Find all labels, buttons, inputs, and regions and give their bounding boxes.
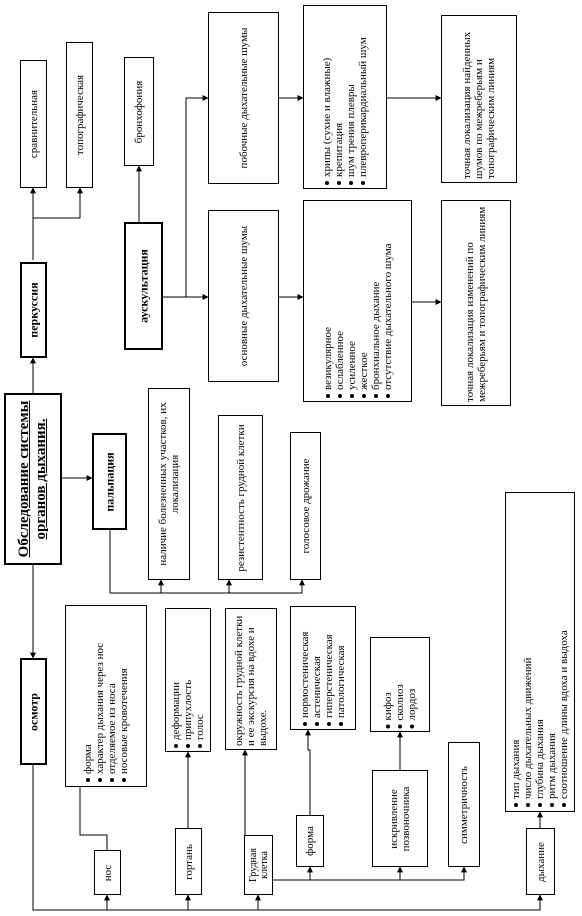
chest-box [244,835,273,895]
curvature-item: сколиоз [394,641,406,728]
breathing-item: глубина дыхания [534,497,546,807]
main-localization-text: точная локализация изменений по межреберьям и топографическим линиям [464,206,488,402]
nose-list-wrap [82,610,130,782]
title-box [4,393,62,565]
palpation-box [92,433,127,530]
breathing-box [526,828,555,895]
main-noise-item: ослабленное [334,204,346,398]
percussion-box [20,262,47,358]
additional-noises-list-box [303,5,387,189]
breathing-list [510,497,570,807]
additional-localization-text: точная локализация найденных шумов по межреберьям и топографическим линиям [461,31,497,179]
larynx-list [170,612,206,748]
chest-label: Грудная клетка [247,848,270,882]
resistance-text: резистентность грудной клетки [234,423,247,572]
circumference-text: окружность грудной клетки и ее экскурсия на вдохе и выдохе. [233,615,269,746]
larynx-item: голос [194,612,206,748]
palpation-label: пальпация [102,451,116,512]
nose-item: характер дыхания через нос [94,610,106,782]
larynx-item: деформации [170,612,182,748]
diagram-title: Обследование системы органов дыхания. [16,400,49,558]
percussion-label: перкуссия [26,282,40,338]
nose-list [82,610,130,782]
curvature-item: лордоз [406,641,418,728]
additional-noise-item: шум трения плевры [345,9,357,185]
breathing-list-wrap [510,497,570,807]
larynx-label: гортань [182,843,195,880]
shape-label: форма [304,826,316,856]
auscultation-label: аускультация [136,249,150,323]
nose-item: форма [82,610,94,782]
fremitus-text: голосовое дрожание [299,458,312,554]
breathing-item: ритм дыхания [546,497,558,807]
curvature-list [382,641,418,728]
main-noises-list-box [303,200,412,402]
curvature-item: кифоз [382,641,394,728]
shape-type-item: астеническая [311,610,323,726]
breathing-list-box [505,492,575,812]
symmetry-label: симметричность [458,765,470,844]
inspection-label: осмотр [26,692,40,731]
nose-label: нос [101,864,114,881]
breathing-item: соотношение длины вдоха и выдоха [558,497,570,807]
larynx-list-box [165,608,211,752]
pain-box [148,388,190,580]
curvature-list-box [370,637,430,732]
additional-noise-item: крепитация [333,9,345,185]
topographic-box [66,42,93,188]
fremitus-box [290,432,321,580]
main-noises-label: основные дыхательные шумы [237,225,250,367]
larynx-box [175,828,202,895]
additional-noises-list-wrap [321,9,369,185]
main-localization-box [441,200,511,406]
nose-item: отделяемое из носа [106,610,118,782]
main-noises-list-wrap [322,204,394,398]
shape-types-box [290,606,356,730]
circumference-box [225,608,277,750]
additional-noises-box [208,12,279,184]
nose-box [94,850,121,895]
breathing-label: дыхание [534,841,547,882]
curvature-list-wrap [382,641,418,728]
shape-types-list [299,610,347,726]
bronchophony-label: бронхофония [133,80,145,143]
curvature-box [372,770,428,867]
breathing-item: число дыхательных движений [522,497,534,807]
nose-item: носовые кровотечения [118,610,130,782]
topographic-label: топографическая [73,74,86,156]
larynx-list-wrap [170,612,206,748]
additional-localization-box [441,15,517,183]
shape-type-item: нормостеническая [299,610,311,726]
shape-type-item: патологическая [335,610,347,726]
additional-noises-label: побочные дыхательные шумы [237,27,250,169]
comparative-box [20,60,47,188]
symmetry-box [448,742,480,867]
nose-list-box [65,605,147,787]
shape-type-item: гиперстеническая [323,610,335,726]
breathing-item: тип дыхания [510,497,522,807]
larynx-item: припухлость [182,612,194,748]
bronchophony-box [124,57,154,166]
main-noises-list [322,204,394,398]
auscultation-box [124,222,163,350]
main-noises-box [208,210,279,382]
main-noise-item: везикулярное [322,204,334,398]
shape-types-wrap [299,610,347,726]
additional-noises-list [321,9,369,185]
additional-noise-item: хрипы (сухие и влажные) [321,9,333,185]
main-noise-item: усиленное [346,204,358,398]
shape-box [296,815,324,867]
resistance-box [218,415,263,580]
main-noise-item: жесткое [358,204,370,398]
main-noise-item: отсутствие дыхательного шума [382,204,394,398]
curvature-label: искривление позвоночника [388,786,412,851]
inspection-box [20,658,47,765]
main-noise-item: бронхиальное дыхание [370,204,382,398]
pain-text: наличие болезненных участков, их локализация [157,402,181,566]
additional-noise-item: плевроперикардиальный шум [357,9,369,185]
comparative-label: сравнительная [27,89,40,159]
